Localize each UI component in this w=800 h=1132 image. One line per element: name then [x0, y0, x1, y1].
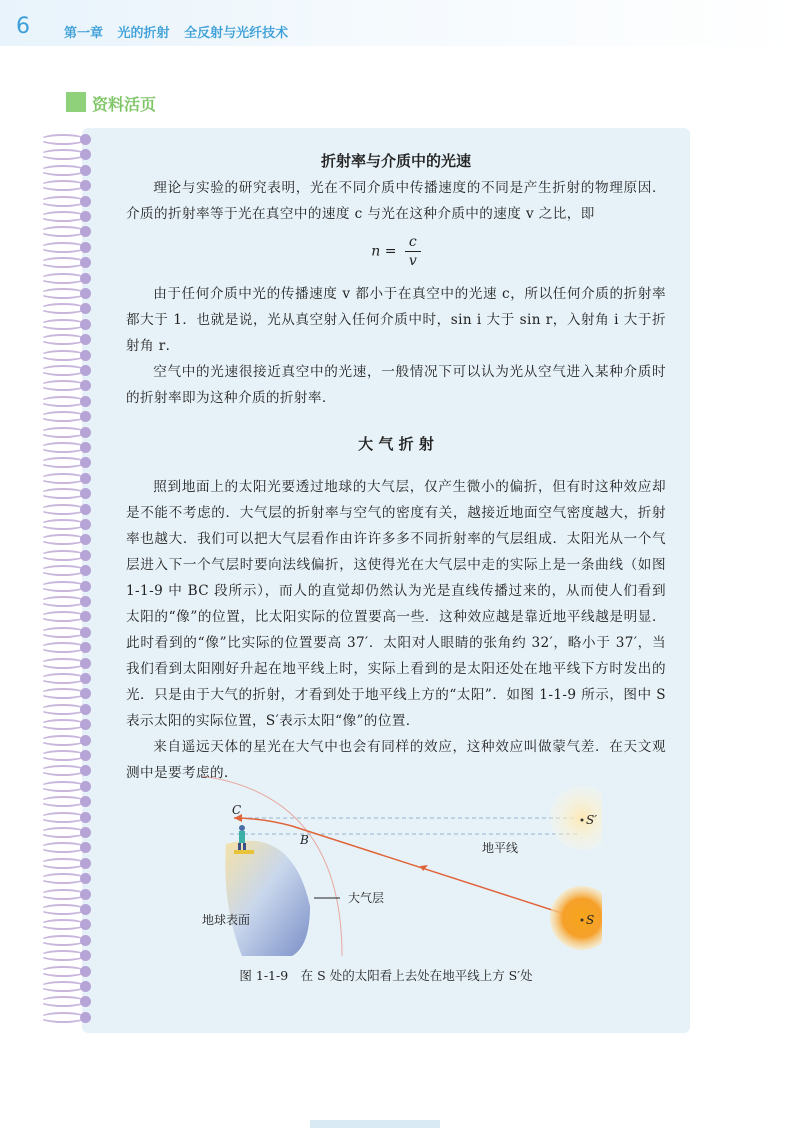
spiral-hole [80, 565, 91, 576]
label-b: B [300, 833, 309, 847]
spiral-hole [80, 919, 91, 930]
spiral-hole [80, 658, 91, 669]
article1-para2: 由于任何介质中光的传播速度 v 都小于在真空中的光速 c，所以任何介质的折射率都大于 1．也就是说，光从真空射入任何介质中时，sin i 大于 sin r，入射角 i 大于折射角 r． [126, 286, 666, 354]
spiral-hole [80, 935, 91, 946]
label-atmosphere: 大气层 [348, 891, 385, 905]
spiral-hole [80, 180, 91, 191]
spiral-hole [80, 242, 91, 253]
formula-denominator: v [408, 253, 417, 269]
spiral-hole [80, 735, 91, 746]
spiral-hole [80, 904, 91, 915]
article2-para2: 来自遥远天体的星光在大气中也会有同样的效应，这种效应叫做蒙气差．在天文观测中是要考虑的． [126, 739, 666, 781]
spiral-hole [80, 858, 91, 869]
spiral-binding [40, 134, 96, 1029]
label-s: S [586, 913, 595, 927]
chapter-heading [64, 22, 298, 41]
label-earth-surface: 地球表面 [202, 913, 251, 927]
spiral-hole [80, 427, 91, 438]
chapter-number: 第一章 [64, 26, 104, 41]
spiral-hole [80, 950, 91, 961]
spiral-hole [80, 842, 91, 853]
spiral-hole [80, 750, 91, 761]
spiral-hole [80, 226, 91, 237]
spiral-hole [80, 996, 91, 1007]
spiral-hole [80, 796, 91, 807]
spiral-hole [80, 196, 91, 207]
spiral-hole [80, 303, 91, 314]
label-s-prime: S′ [586, 813, 597, 827]
bottom-decoration [310, 1120, 440, 1128]
spiral-hole [80, 719, 91, 730]
spiral-hole [80, 350, 91, 361]
spiral-hole [80, 334, 91, 345]
spiral-hole [80, 550, 91, 561]
spiral-hole [80, 981, 91, 992]
spiral-hole [80, 211, 91, 222]
spiral-hole [80, 319, 91, 330]
spiral-hole [80, 165, 91, 176]
spiral-hole [80, 149, 91, 160]
spiral-hole [80, 812, 91, 823]
spiral-hole [80, 889, 91, 900]
spiral-hole [80, 673, 91, 684]
label-horizon: 地平线 [482, 841, 519, 855]
figure-caption: 图 1-1-9 在 S 处的太阳看上去处在地平线上方 S′处 [239, 968, 533, 983]
spiral-hole [80, 704, 91, 715]
formula-fraction [405, 233, 421, 270]
spiral-hole [80, 781, 91, 792]
spiral-hole [80, 457, 91, 468]
spiral-hole [80, 765, 91, 776]
article-content [126, 150, 666, 786]
spiral-hole [80, 611, 91, 622]
article1-para1: 理论与实验的研究表明，光在不同介质中传播速度的不同是产生折射的物理原因．介质的折射率等于光在真空中的速度 c 与光在这种介质中的速度 v 之比，即 [126, 180, 666, 222]
spiral-hole [80, 411, 91, 422]
spiral-hole [80, 134, 91, 145]
spiral-hole [80, 442, 91, 453]
refraction-diagram [182, 756, 602, 956]
spiral-hole [80, 396, 91, 407]
section-marker-icon [66, 92, 86, 112]
spiral-hole [80, 581, 91, 592]
spiral-hole [80, 873, 91, 884]
chapter-title: 光的折射 [117, 26, 170, 41]
spiral-hole [80, 273, 91, 284]
spiral-hole [80, 380, 91, 391]
spiral-hole [80, 827, 91, 838]
spiral-hole [80, 1012, 91, 1023]
spiral-hole [80, 504, 91, 515]
formula-numerator: c [405, 233, 421, 252]
spiral-hole [80, 642, 91, 653]
spiral-hole [80, 257, 91, 268]
chapter-subtitle: 全反射与光纤技术 [184, 26, 289, 41]
spiral-hole [80, 688, 91, 699]
article1-title: 折射率与介质中的光速 [320, 152, 471, 170]
spiral-hole [80, 365, 91, 376]
spiral-hole [80, 596, 91, 607]
spiral-hole [80, 473, 91, 484]
article1-para3: 空气中的光速很接近真空中的光速，一般情况下可以认为光从空气进入某种介质时的折射率即为这种介质的折射率． [126, 364, 666, 406]
refractive-index-formula [126, 233, 666, 273]
spiral-hole [80, 488, 91, 499]
earth-shape [225, 841, 310, 956]
figure-1-1-9 [182, 756, 602, 960]
page-header [0, 0, 800, 46]
spiral-hole [80, 627, 91, 638]
spiral-hole [80, 519, 91, 530]
formula-lhs: n = [371, 243, 397, 260]
spiral-hole [80, 534, 91, 545]
article2-para1: 照到地面上的太阳光要透过地球的大气层，仅产生微小的偏折，但有时这种效应却是不能不考虑的．大气层的折射率与空气的密度有关，越接近地面空气密度越大，折射率也越大．我们可以把大气层看作由许许多多不同折射率的气层组成．太阳光从一个气层进入下一个气层时要向法线偏折，这使得光在大气层中走的实际上是一条曲线（如图 1-1-9 中 BC 段所示），而人的直觉却仍然认为光是直线传播过来的，从而使人们看到太阳的“像”的位置，比太阳实际的位置要高一些．这种效应越是靠近地平线越是明显．此时看到的“像”比实际的位置要高 37′．太阳对人眼睛的张角约 32′，略小于 37′，当我们看到太阳刚好升起在地平线上时，实际上看到的是太阳还处在地平线下方时发出的光．只是由于大气的折射，才看到处于地平线上方的“太阳”．如图 1-1-9 所示，图中 S 表示太阳的实际位置，S′表示太阳“像”的位置． [126, 479, 666, 729]
spiral-hole [80, 966, 91, 977]
page-number: 6 [16, 14, 30, 39]
spiral-hole [80, 288, 91, 299]
section-label: 资料活页 [92, 95, 157, 114]
article2-title: 大 气 折 射 [358, 435, 434, 453]
label-c: C [232, 803, 242, 817]
